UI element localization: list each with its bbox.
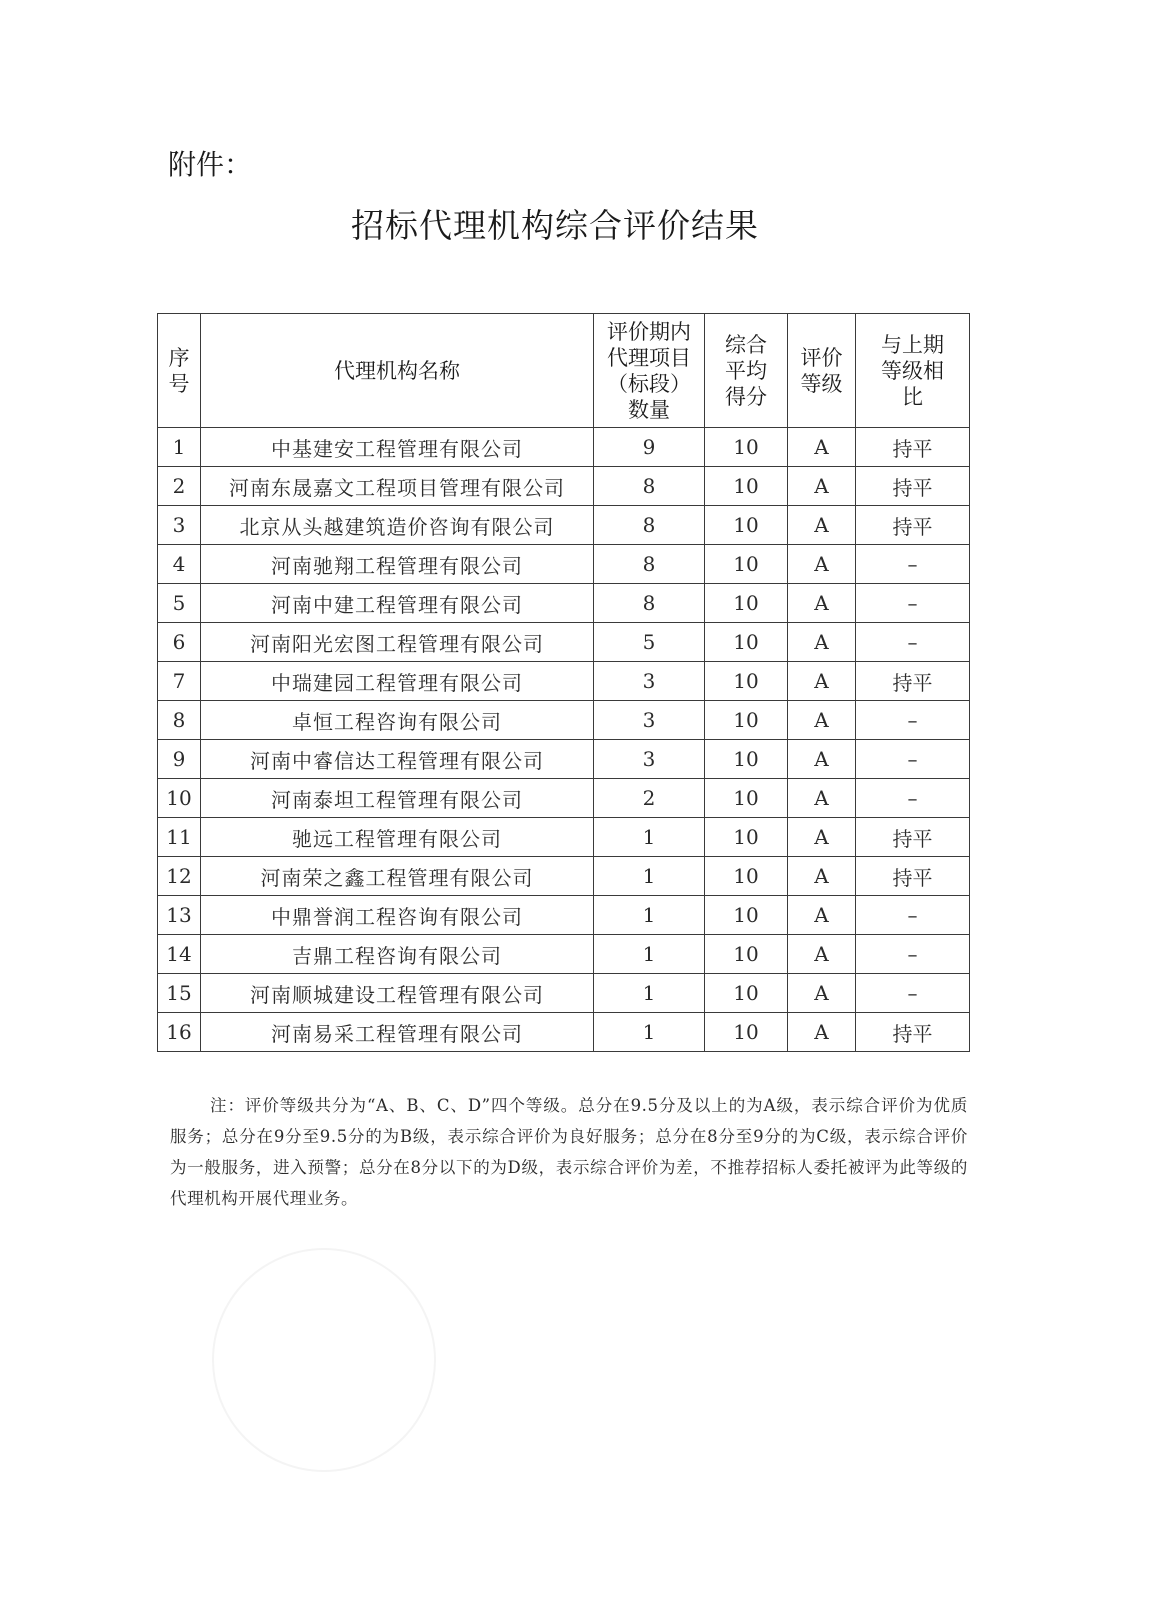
grading-note: 注：评价等级共分为“A、B、C、D”四个等级。总分在9.5分及以上的为A级，表示综合评价为优质服务；总分在9分至9.5分的为B级，表示综合评价为良好服务；总分在8分至9分的为C级，表示综合评价为一般服务，进入预警；总分在8分以下的为D级，表示综合评价为差，不推荐招标人委托被评为此等级的代理机构开展代理业务。 [170, 1096, 968, 1208]
cell-index: 8 [158, 701, 201, 740]
cell-count: 1 [594, 1013, 705, 1052]
cell-name: 河南驰翔工程管理有限公司 [201, 545, 594, 584]
cell-name: 中瑞建园工程管理有限公司 [201, 662, 594, 701]
cell-index: 10 [158, 779, 201, 818]
col-header-index [158, 314, 201, 428]
cell-index: 9 [158, 740, 201, 779]
cell-score: 10 [705, 818, 788, 857]
cell-compare: – [856, 623, 970, 662]
page-title: 招标代理机构综合评价结果 [351, 206, 759, 245]
cell-count: 3 [594, 701, 705, 740]
cell-count: 3 [594, 740, 705, 779]
cell-index: 13 [158, 896, 201, 935]
cell-name: 河南中睿信达工程管理有限公司 [201, 740, 594, 779]
table-row [158, 818, 970, 857]
cell-compare: 持平 [856, 857, 970, 896]
cell-name: 河南顺城建设工程管理有限公司 [201, 974, 594, 1013]
table-row [158, 974, 970, 1013]
cell-score: 10 [705, 857, 788, 896]
table-row [158, 701, 970, 740]
cell-count: 3 [594, 662, 705, 701]
table-row [158, 896, 970, 935]
col-header-name [201, 314, 594, 428]
cell-grade: A [788, 974, 856, 1013]
cell-compare: 持平 [856, 467, 970, 506]
faded-seal [212, 1248, 436, 1472]
table-row [158, 935, 970, 974]
cell-count: 5 [594, 623, 705, 662]
cell-score: 10 [705, 623, 788, 662]
cell-compare: – [856, 545, 970, 584]
col-header-grade-label: 评价等级 [800, 345, 843, 396]
cell-score: 10 [705, 467, 788, 506]
cell-index: 2 [158, 467, 201, 506]
cell-grade: A [788, 740, 856, 779]
cell-index: 11 [158, 818, 201, 857]
cell-grade: A [788, 506, 856, 545]
cell-compare: – [856, 974, 970, 1013]
col-header-compare [856, 314, 970, 428]
cell-score: 10 [705, 935, 788, 974]
cell-name: 中鼎誉润工程咨询有限公司 [201, 896, 594, 935]
cell-grade: A [788, 467, 856, 506]
col-header-index-label: 序号 [168, 345, 190, 396]
cell-name: 河南东晟嘉文工程项目管理有限公司 [201, 467, 594, 506]
cell-index: 16 [158, 1013, 201, 1052]
cell-score: 10 [705, 974, 788, 1013]
table-row [158, 740, 970, 779]
cell-score: 10 [705, 506, 788, 545]
col-header-compare-label: 与上期等级相比 [881, 332, 944, 409]
cell-count: 8 [594, 506, 705, 545]
cell-name: 河南易采工程管理有限公司 [201, 1013, 594, 1052]
table-row [158, 1013, 970, 1052]
cell-index: 7 [158, 662, 201, 701]
cell-count: 1 [594, 896, 705, 935]
cell-compare: 持平 [856, 662, 970, 701]
cell-compare: – [856, 779, 970, 818]
cell-name: 驰远工程管理有限公司 [201, 818, 594, 857]
cell-name: 中基建安工程管理有限公司 [201, 428, 594, 467]
table-header-row [158, 314, 970, 428]
col-header-grade [788, 314, 856, 428]
cell-grade: A [788, 623, 856, 662]
cell-count: 1 [594, 857, 705, 896]
cell-grade: A [788, 896, 856, 935]
attachment-label: 附件： [168, 148, 253, 181]
cell-index: 4 [158, 545, 201, 584]
cell-grade: A [788, 428, 856, 467]
cell-score: 10 [705, 701, 788, 740]
cell-name: 吉鼎工程咨询有限公司 [201, 935, 594, 974]
col-header-score [705, 314, 788, 428]
cell-score: 10 [705, 1013, 788, 1052]
cell-count: 8 [594, 467, 705, 506]
cell-grade: A [788, 779, 856, 818]
cell-count: 1 [594, 818, 705, 857]
cell-score: 10 [705, 545, 788, 584]
cell-score: 10 [705, 584, 788, 623]
cell-name: 河南泰坦工程管理有限公司 [201, 779, 594, 818]
col-header-count-label: 评价期内代理项目（标段）数量 [607, 319, 691, 422]
table-row [158, 428, 970, 467]
cell-grade: A [788, 935, 856, 974]
cell-name: 北京从头越建筑造价咨询有限公司 [201, 506, 594, 545]
table-row [158, 662, 970, 701]
cell-name: 河南中建工程管理有限公司 [201, 584, 594, 623]
table-row [158, 506, 970, 545]
cell-count: 9 [594, 428, 705, 467]
col-header-score-label: 综合平均得分 [725, 332, 767, 409]
cell-grade: A [788, 857, 856, 896]
table-row [158, 623, 970, 662]
cell-count: 8 [594, 584, 705, 623]
cell-compare: – [856, 584, 970, 623]
cell-compare: – [856, 701, 970, 740]
cell-grade: A [788, 818, 856, 857]
cell-compare: 持平 [856, 1013, 970, 1052]
cell-compare: 持平 [856, 428, 970, 467]
cell-count: 1 [594, 935, 705, 974]
cell-count: 2 [594, 779, 705, 818]
results-table [157, 313, 970, 1052]
cell-index: 14 [158, 935, 201, 974]
cell-grade: A [788, 662, 856, 701]
cell-name: 卓恒工程咨询有限公司 [201, 701, 594, 740]
cell-compare: – [856, 896, 970, 935]
cell-compare: – [856, 740, 970, 779]
table-row [158, 779, 970, 818]
cell-score: 10 [705, 428, 788, 467]
cell-grade: A [788, 584, 856, 623]
cell-index: 3 [158, 506, 201, 545]
cell-grade: A [788, 1013, 856, 1052]
cell-score: 10 [705, 896, 788, 935]
cell-index: 1 [158, 428, 201, 467]
cell-grade: A [788, 701, 856, 740]
col-header-count [594, 314, 705, 428]
table-row [158, 545, 970, 584]
table-row [158, 467, 970, 506]
cell-compare: – [856, 935, 970, 974]
cell-index: 12 [158, 857, 201, 896]
cell-score: 10 [705, 662, 788, 701]
col-header-name-label: 代理机构名称 [334, 358, 460, 383]
cell-compare: 持平 [856, 506, 970, 545]
cell-compare: 持平 [856, 818, 970, 857]
cell-index: 15 [158, 974, 201, 1013]
cell-score: 10 [705, 779, 788, 818]
cell-name: 河南阳光宏图工程管理有限公司 [201, 623, 594, 662]
cell-name: 河南荣之鑫工程管理有限公司 [201, 857, 594, 896]
cell-count: 1 [594, 974, 705, 1013]
table-row [158, 584, 970, 623]
cell-count: 8 [594, 545, 705, 584]
cell-grade: A [788, 545, 856, 584]
cell-index: 5 [158, 584, 201, 623]
cell-score: 10 [705, 740, 788, 779]
cell-index: 6 [158, 623, 201, 662]
table-row [158, 857, 970, 896]
